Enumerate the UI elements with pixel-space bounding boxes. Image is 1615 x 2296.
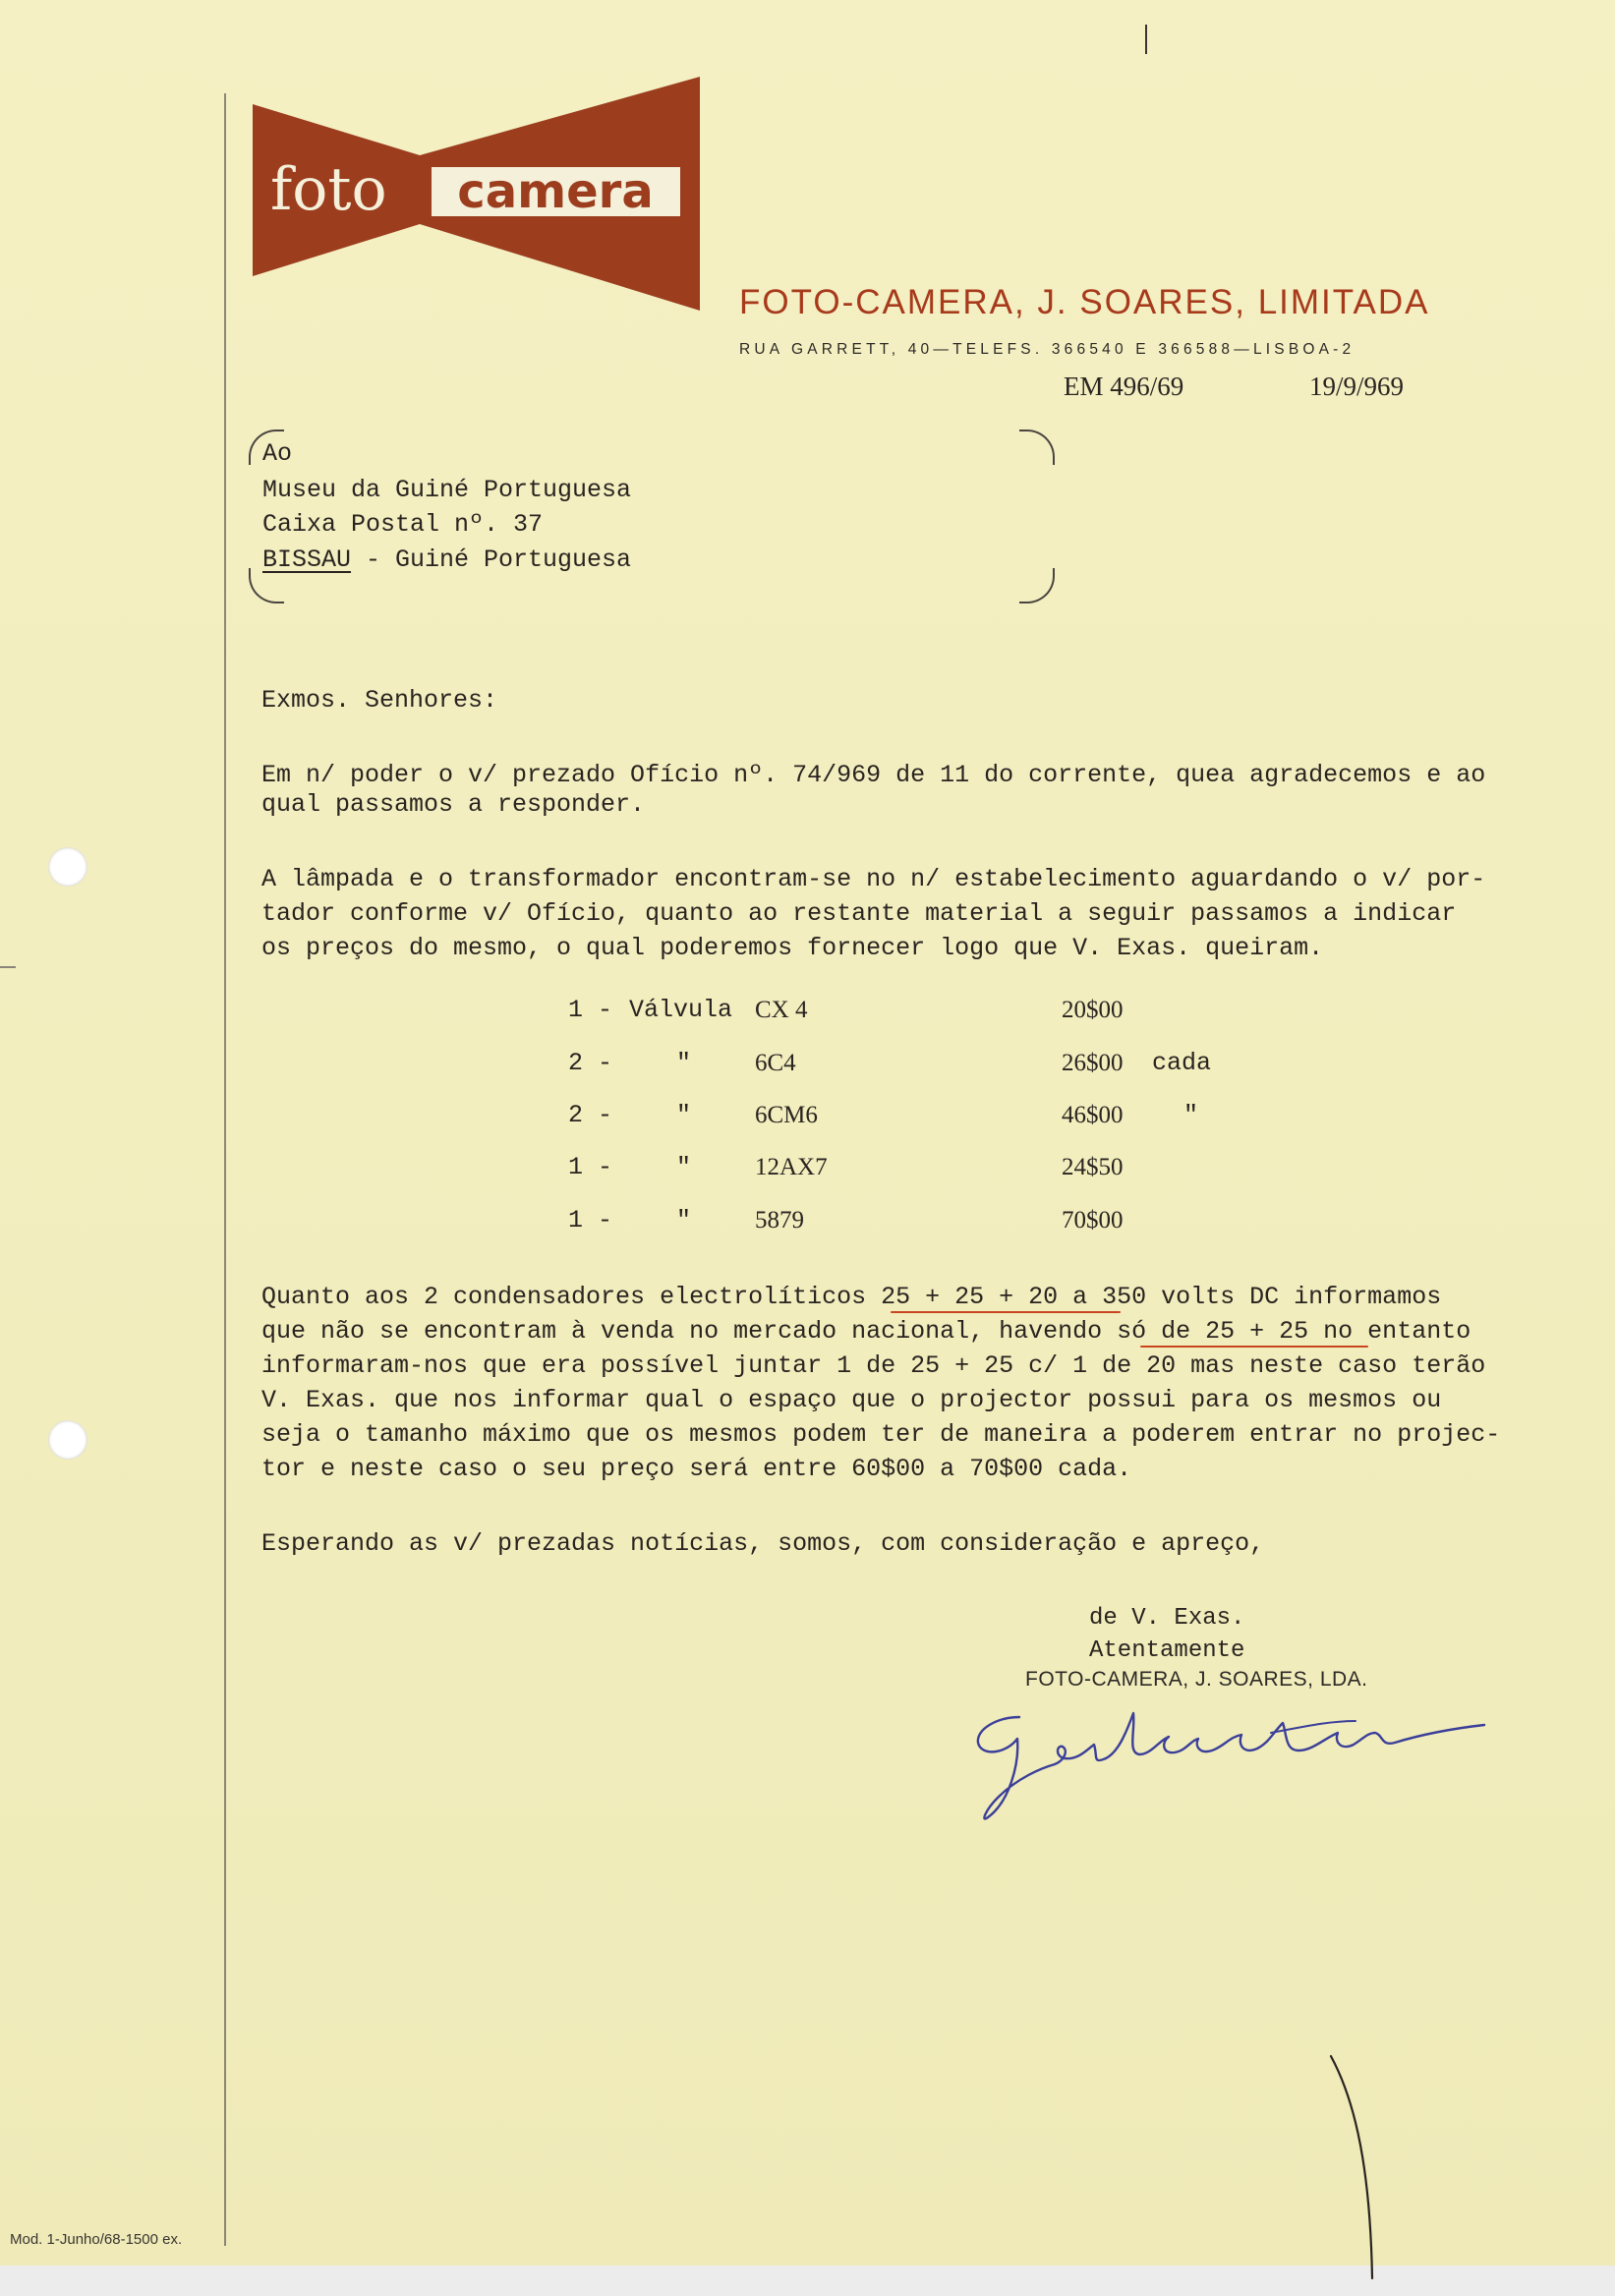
recipient-line-4 [262, 543, 631, 577]
price-qty: 1 - [568, 1153, 613, 1181]
paragraph-2-line-2: tador conforme v/ Ofício, quanto ao restante material a seguir passamos a indicar [261, 899, 1457, 928]
foto-camera-logo [253, 77, 700, 311]
punch-hole-bottom [48, 1420, 87, 1460]
recipient-line-2: Museu da Guiné Portuguesa [262, 476, 632, 504]
price-value: 70$00 [1062, 1207, 1124, 1234]
paragraph-3-line-6: tor e neste caso o seu preço será entre 60$00 a 70$00 cada. [261, 1455, 1132, 1483]
form-model-note: Mod. 1-Junho/68-1500 ex. [10, 2231, 183, 2248]
paragraph-3-line-5: seja o tamanho máximo que os mesmos podem ter de maneira a poderem entrar no projec- [261, 1420, 1501, 1449]
company-name: FOTO-CAMERA, J. SOARES, LIMITADA [739, 283, 1430, 321]
side-mark [0, 966, 16, 968]
price-qty: 2 - [568, 1101, 613, 1129]
closing-line-1: de V. Exas. [1089, 1605, 1245, 1632]
paragraph-3-line-2: que não se encontram à venda no mercado nacional, havendo só de 25 + 25 no entanto [261, 1317, 1471, 1346]
stray-pen-mark [1327, 2054, 1386, 2280]
paragraph-1-line-2: qual passamos a responder. [261, 790, 646, 819]
recipient-line-3: Caixa Postal nº. 37 [262, 510, 544, 539]
letter-date: 19/9/969 [1309, 372, 1405, 401]
price-value: 26$00 [1062, 1050, 1124, 1076]
price-item: " [676, 1101, 692, 1129]
paragraph-2-line-1: A lâmpada e o transformador encontram-se no n/ estabelecimento aguardando o v/ por- [261, 865, 1486, 893]
price-qty: 1 - [568, 996, 613, 1024]
paragraph-1-line-1: Em n/ poder o v/ prezado Ofício nº. 74/969 de 11 do corrente, quea agradecemos e ao [261, 761, 1486, 789]
paragraph-2-line-3: os preços do mesmo, o qual poderemos fornecer logo que V. Exas. queiram. [261, 934, 1324, 962]
recipient-city: BISSAU [262, 545, 352, 574]
paragraph-3-line-3: informaram-nos que era possível juntar 1 de 25 + 25 c/ 1 de 20 mas neste caso terão [261, 1351, 1486, 1380]
paragraph-3-line-1: Quanto aos 2 condensadores electrolíticos 25 + 25 + 20 a 350 volts DC informamos [261, 1283, 1442, 1311]
price-qty: 2 - [568, 1049, 613, 1077]
closing-paragraph: Esperando as v/ prezadas notícias, somos, com consideração e apreço, [261, 1529, 1265, 1558]
price-item: " [676, 1049, 692, 1077]
price-code: 6C4 [755, 1050, 796, 1076]
price-note: cada [1152, 1049, 1212, 1077]
price-code: 6CM6 [755, 1102, 818, 1128]
company-address: RUA GARRETT, 40—TELEFS. 366540 E 366588—LISBOA-2 [739, 341, 1355, 358]
price-value: 46$00 [1062, 1102, 1124, 1128]
red-pen-underline-available-values [1140, 1346, 1368, 1348]
reference-number: EM 496/69 [1064, 372, 1184, 401]
red-pen-underline-capacitor-values [891, 1311, 1121, 1313]
recipient-line-1: Ao [262, 439, 293, 468]
punch-hole-top [48, 847, 87, 887]
fold-mark [1145, 25, 1147, 54]
paragraph-3-line-4: V. Exas. que nos informar qual o espaço que o projector possui para os mesmos ou [261, 1386, 1442, 1414]
closing-line-2: Atentamente [1089, 1637, 1245, 1664]
window-corner-top-right [1019, 430, 1055, 465]
price-value: 24$50 [1062, 1154, 1124, 1180]
window-corner-bottom-right [1019, 568, 1055, 603]
price-qty: 1 - [568, 1206, 613, 1234]
price-value: 20$00 [1062, 997, 1124, 1023]
logo-word-camera: camera [457, 164, 654, 219]
logo-word-foto: foto [270, 155, 387, 224]
company-stamp: FOTO-CAMERA, J. SOARES, LDA. [1025, 1668, 1368, 1691]
price-note: " [1183, 1101, 1199, 1129]
recipient-country: - Guiné Portuguesa [351, 545, 632, 574]
price-item: " [676, 1153, 692, 1181]
price-item: " [676, 1206, 692, 1234]
left-margin-line [224, 93, 226, 2246]
price-item: Válvula [629, 996, 733, 1024]
handwritten-signature [958, 1695, 1489, 1833]
price-code: CX 4 [755, 997, 808, 1023]
price-code: 5879 [755, 1207, 804, 1234]
price-code: 12AX7 [755, 1154, 828, 1180]
salutation: Exmos. Senhores: [261, 686, 498, 715]
